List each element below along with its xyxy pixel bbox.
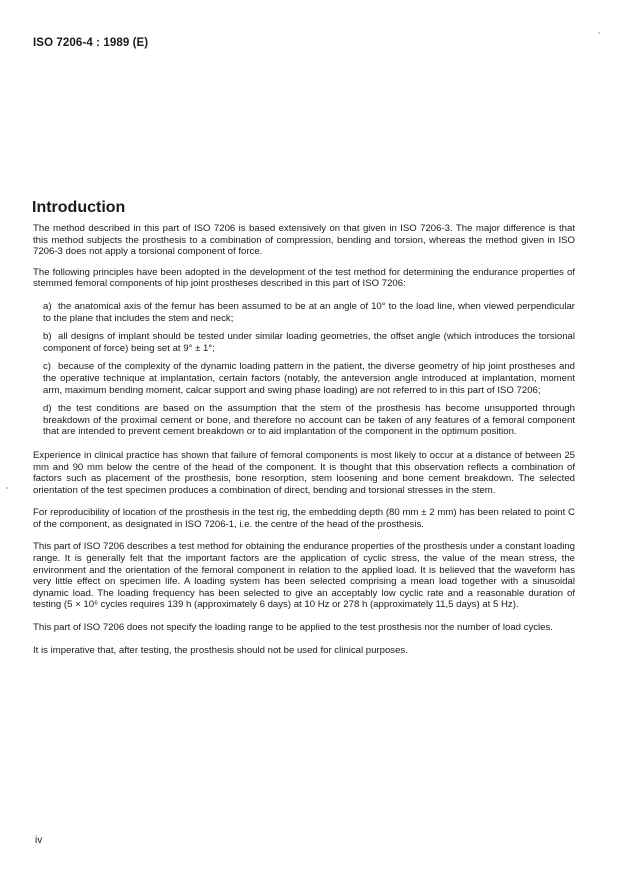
paragraph-clinical-experience: Experience in clinical practice has shown that failure of femoral components is most likely to occur at a distance of between 25 mm and 90 mm below the centre of the head of the component. It is thought that this observation reflects a combination of factors such as placement of the prosthesis, bone resorption, stem loosening and bone cement breakdown. The selected orientation of the test specimen produces a combination of direct, bending and torsional stresses in the stem. xyxy=(33,449,575,496)
list-item xyxy=(43,361,575,396)
list-item-text: because of the complexity of the dynamic loading pattern in the patient, the diverse geometry of hip joint prostheses and the operative technique at implantation, certain factors (notably, the anteversion angle introduced at implantation, moment arm, maximum bending moment, calcar support and swing phase loading) are not referred to in this part of ISO 7206; xyxy=(43,361,575,396)
list-item-label: a) xyxy=(43,300,52,312)
paragraph-imperative: It is imperative that, after testing, the prosthesis should not be used for clinical purposes. xyxy=(33,644,408,656)
list-item-label: b) xyxy=(43,331,52,343)
paragraph-intro: The method described in this part of ISO 7206 is based extensively on that given in ISO 7206-3. The major difference is that this method subjects the prosthesis to a combination of compression, bending and torsion, whereas the method given in ISO 7206-3 does not apply a torsional component of force. xyxy=(33,223,575,258)
standard-reference: ISO 7206-4 : 1989 (E) xyxy=(33,37,149,49)
list-item xyxy=(43,301,575,324)
list-item-text: the test conditions are based on the assumption that the stem of the prosthesis has become unsupported through breakdown of the proximal cement or bone, and therefore no account can be taken of any features of a femoral component that are intended to prevent cement breakdown or to aid implantation of the component in the optimum position. xyxy=(43,403,575,438)
list-item-label: d) xyxy=(43,403,52,415)
page-number: iv xyxy=(35,835,43,846)
list-item-text: the anatomical axis of the femur has been assumed to be at an angle of 10° to the load line, when viewed perpendicular to the plane that includes the stem and neck; xyxy=(43,300,575,324)
paragraph-reproducibility: For reproducibility of location of the prosthesis in the test rig, the embedding depth (80 mm ± 2 mm) has been related to point C of the component, as designated in ISO 7206-1, i.e. the centre of the head of the prosthesis. xyxy=(33,507,575,530)
scan-speck xyxy=(598,32,600,34)
scan-speck xyxy=(6,487,8,489)
list-item xyxy=(43,331,575,354)
list-item xyxy=(43,403,575,438)
list-item-label: c) xyxy=(43,361,51,373)
body-text xyxy=(33,223,575,665)
section-title: Introduction xyxy=(32,199,126,216)
paragraph-test-method: This part of ISO 7206 describes a test method for obtaining the endurance properties of the prosthesis under a constant loading range. It is generally felt that the important factors are the application of cyclic stress, the value of the mean stress, the environment and the orientation of the femoral component in relation to the applied load. It is believed that the waveform has very little effect on specimen life. A loading system has been selected comprising a mean load together with a sinusoidal dynamic load. The loading frequency has been selected to give an acceptably low cyclic rate and a reasonable duration of testing (5 × 10⁶ cycles requires 139 h (approximately 6 days) at 10 Hz or 278 h (approximately 11,5 days) at 5 Hz). xyxy=(33,541,575,611)
principles-list xyxy=(33,301,575,438)
list-item-text: all designs of implant should be tested under similar loading geometries, the offset angle (which introduces the torsional component of force) being set at 9° ± 1°; xyxy=(43,331,575,354)
paragraph-loading-range: This part of ISO 7206 does not specify the loading range to be applied to the test prosthesis nor the number of load cycles. xyxy=(33,622,553,634)
paragraph-principles: The following principles have been adopted in the development of the test method for determining the endurance properties of stemmed femoral components of hip joint prostheses described in this part of ISO 7206: xyxy=(33,266,575,290)
